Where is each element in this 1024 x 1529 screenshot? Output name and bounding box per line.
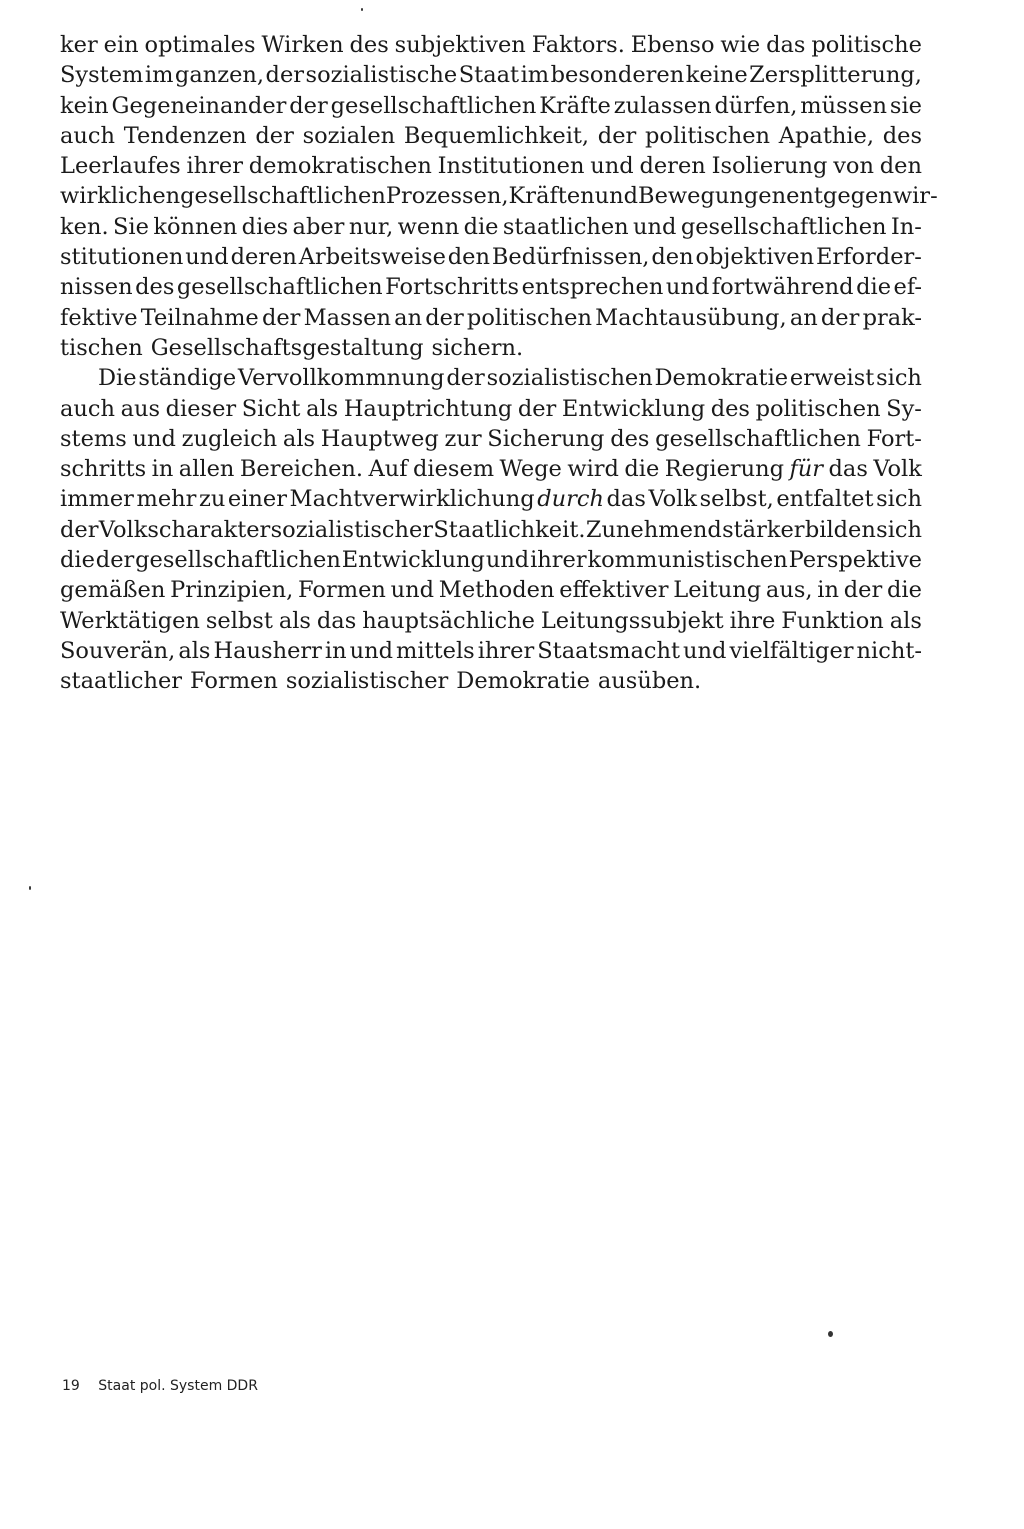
text-line: schritts in allen Bereichen. Auf diesem Wege wird die Regierung für das Volk xyxy=(60,456,922,483)
text-line: System im ganzen, der sozialistische Staat im besonderen keine Zersplitterung, xyxy=(60,62,922,89)
text-line: auch aus dieser Sicht als Hauptrichtung der Entwicklung des politischen Sy- xyxy=(60,395,922,422)
page-footer xyxy=(62,1378,258,1394)
text-line: ker ein optimales Wirken des subjektiven Faktors. Ebenso wie das politische xyxy=(60,32,922,58)
text-line: immer mehr zu einer Machtverwirklichung durch das Volk selbst, entfaltet sich xyxy=(60,486,922,513)
signature-title: Staat pol. System DDR xyxy=(98,1378,258,1394)
scan-speck xyxy=(828,1331,833,1337)
text-line: nissen des gesellschaftlichen Fortschritts entsprechen und fortwährend die ef- xyxy=(60,274,922,301)
text-line: stitutionen und deren Arbeitsweise den Bedürfnissen, den objektiven Erforder- xyxy=(60,244,922,271)
text-line: ken. Sie können dies aber nur, wenn die staatlichen und gesellschaftlichen In- xyxy=(60,213,922,240)
text-line: Werktätigen selbst als das hauptsächliche Leitungssubjekt ihre Funktion als xyxy=(60,607,922,634)
signature-number: 19 xyxy=(62,1378,80,1394)
text-line: tischen Gesellschaftsgestaltung sichern. xyxy=(60,334,524,361)
text-line: der Volkscharakter sozialistischer Staatlichkeit. Zunehmend stärker bilden sich xyxy=(60,516,922,543)
scan-speck xyxy=(29,886,31,890)
text-line: wirklichen gesellschaftlichen Prozessen, Kräften und Bewegungen entgegenwir- xyxy=(60,183,938,210)
text-line: stems und zugleich als Hauptweg zur Sicherung des gesellschaftlichen Fort- xyxy=(60,425,922,452)
text-line: kein Gegeneinander der gesellschaftlichen Kräfte zulassen dürfen, müssen sie xyxy=(60,92,922,119)
text-line: auch Tendenzen der sozialen Bequemlichkeit, der politischen Apathie, des xyxy=(60,122,922,149)
text-line: fektive Teilnahme der Massen an der politischen Machtausübung, an der prak- xyxy=(60,304,922,331)
body-text xyxy=(60,30,938,697)
text-line: staatlicher Formen sozialistischer Demokratie ausüben. xyxy=(60,668,702,695)
text-line: die der gesellschaftlichen Entwicklung und ihrer kommunistischen Perspektive xyxy=(60,547,922,574)
text-line: Die ständige Vervollkommnung der sozialistischen Demokratie erweist sich xyxy=(98,365,922,392)
text-line: gemäßen Prinzipien, Formen und Methoden effektiver Leitung aus, in der die xyxy=(60,577,922,604)
text-line: Souverän, als Hausherr in und mittels ihrer Staatsmacht und vielfältiger nicht- xyxy=(60,637,922,664)
text-line: Leerlaufes ihrer demokratischen Institutionen und deren Isolierung von den xyxy=(60,153,922,180)
paragraph-2 xyxy=(60,363,922,696)
scan-speck xyxy=(361,8,363,11)
paragraph-1 xyxy=(60,30,938,363)
